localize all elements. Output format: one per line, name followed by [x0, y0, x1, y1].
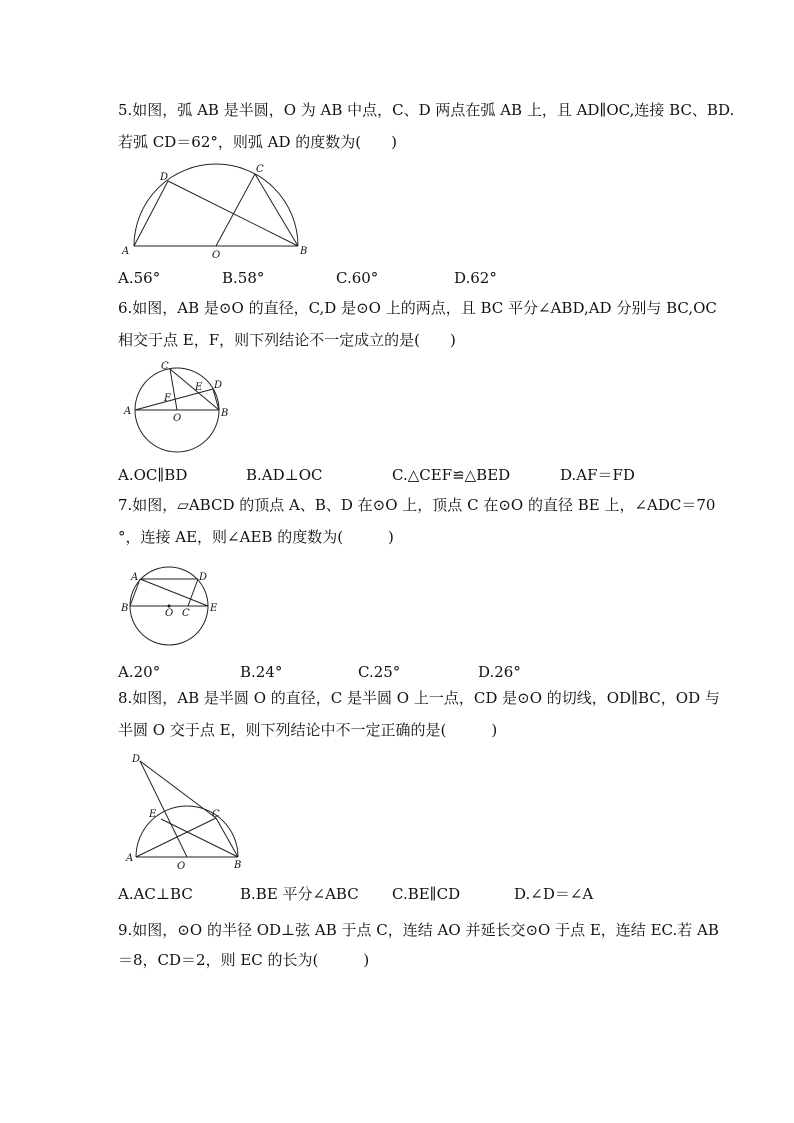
q7-label-b: B — [121, 603, 129, 614]
q7-option-a: A.20° — [118, 663, 161, 681]
q9-stem-line2: ＝8，CD＝2，则 EC 的长为( ) — [118, 951, 370, 969]
q5-label-d: D — [160, 172, 169, 183]
q8-segment-do — [140, 761, 187, 857]
q7-option-b: B.24° — [240, 663, 283, 681]
q7-stem-line2: °，连接 AE，则∠AEB 的度数为( ) — [118, 528, 394, 546]
q8-stem-line1: 8.如图，AB 是半圆 O 的直径，C 是半圆 O 上一点，CD 是⊙O 的切线，OD∥BC，OD 与 — [118, 689, 720, 707]
q5-option-c: C.60° — [336, 269, 379, 287]
q7-stem-line1: 7.如图，▱ABCD 的顶点 A、B、D 在⊙O 上，顶点 C 在⊙O 的直径 BE 上，∠ADC＝70 — [118, 496, 716, 514]
q7-label-d: D — [199, 572, 208, 583]
q7-option-c: C.25° — [358, 663, 401, 681]
q8-option-d: D.∠D＝∠A — [514, 885, 594, 903]
q6-option-b: B.AD⊥OC — [246, 466, 323, 484]
q6-option-a: A.OC∥BD — [118, 466, 188, 484]
q7-option-d: D.26° — [478, 663, 521, 681]
q8-option-c: C.BE∥CD — [392, 885, 461, 903]
q6-stem-line2: 相交于点 E，F，则下列结论不一定成立的是( ) — [118, 331, 456, 349]
q5-option-b: B.58° — [222, 269, 265, 287]
q8-label-o: O — [177, 861, 186, 872]
q5-segment-oc — [216, 174, 255, 246]
q8-figure — [118, 750, 248, 872]
q7-label-a: A — [131, 572, 139, 583]
q8-option-a: A.AC⊥BC — [118, 885, 193, 903]
q6-stem-line1: 6.如图，AB 是⊙O 的直径，C,D 是⊙O 上的两点，且 BC 平分∠ABD,AD 分别与 BC,OC — [118, 299, 717, 317]
q8-label-a: A — [126, 853, 134, 864]
q7-segment-ae — [140, 579, 208, 606]
q7-label-e: E — [210, 603, 218, 614]
q6-label-d: D — [214, 380, 223, 391]
q8-stem-line2: 半圆 O 交于点 E，则下列结论中不一定正确的是( ) — [118, 721, 498, 739]
q8-option-b: B.BE 平分∠ABC — [240, 885, 359, 903]
q5-chord-ad — [134, 181, 168, 246]
q6-radius-oc — [170, 369, 177, 410]
q6-label-a: A — [124, 406, 132, 417]
q6-option-d: D.AF＝FD — [560, 466, 635, 484]
q8-label-c: C — [212, 809, 220, 820]
q7-label-o: O — [165, 608, 174, 619]
q5-option-d: D.62° — [454, 269, 497, 287]
q5-label-c: C — [256, 164, 264, 175]
q5-label-a: A — [122, 246, 130, 257]
q6-figure — [118, 356, 238, 456]
q6-label-o: O — [173, 413, 182, 424]
q6-label-b: B — [221, 408, 229, 419]
q8-label-d: D — [132, 754, 141, 765]
q5-option-a: A.56° — [118, 269, 161, 287]
q7-figure — [118, 566, 228, 646]
q5-figure — [118, 160, 318, 262]
q9-stem-line1: 9.如图，⊙O 的半径 OD⊥弦 AB 于点 C，连结 AO 并延长交⊙O 于点 E，连结 EC.若 AB — [118, 921, 719, 939]
q5-label-o: O — [212, 250, 221, 261]
q6-label-c: C — [161, 361, 169, 372]
q6-label-e: E — [195, 382, 203, 393]
q8-label-e: E — [149, 809, 157, 820]
q6-option-c: C.△CEF≌△BED — [392, 466, 511, 484]
q6-label-f: F — [164, 393, 171, 404]
q7-side-ab — [130, 579, 140, 606]
q5-label-b: B — [300, 246, 308, 257]
q7-label-c: C — [182, 608, 190, 619]
q5-stem-line1: 5.如图，弧 AB 是半圆，O 为 AB 中点，C、D 两点在弧 AB 上，且 AD∥OC,连接 BC、BD. — [118, 101, 735, 119]
q8-label-b: B — [234, 860, 242, 871]
q5-stem-line2: 若弧 CD＝62°，则弧 AD 的度数为( ) — [118, 133, 397, 151]
